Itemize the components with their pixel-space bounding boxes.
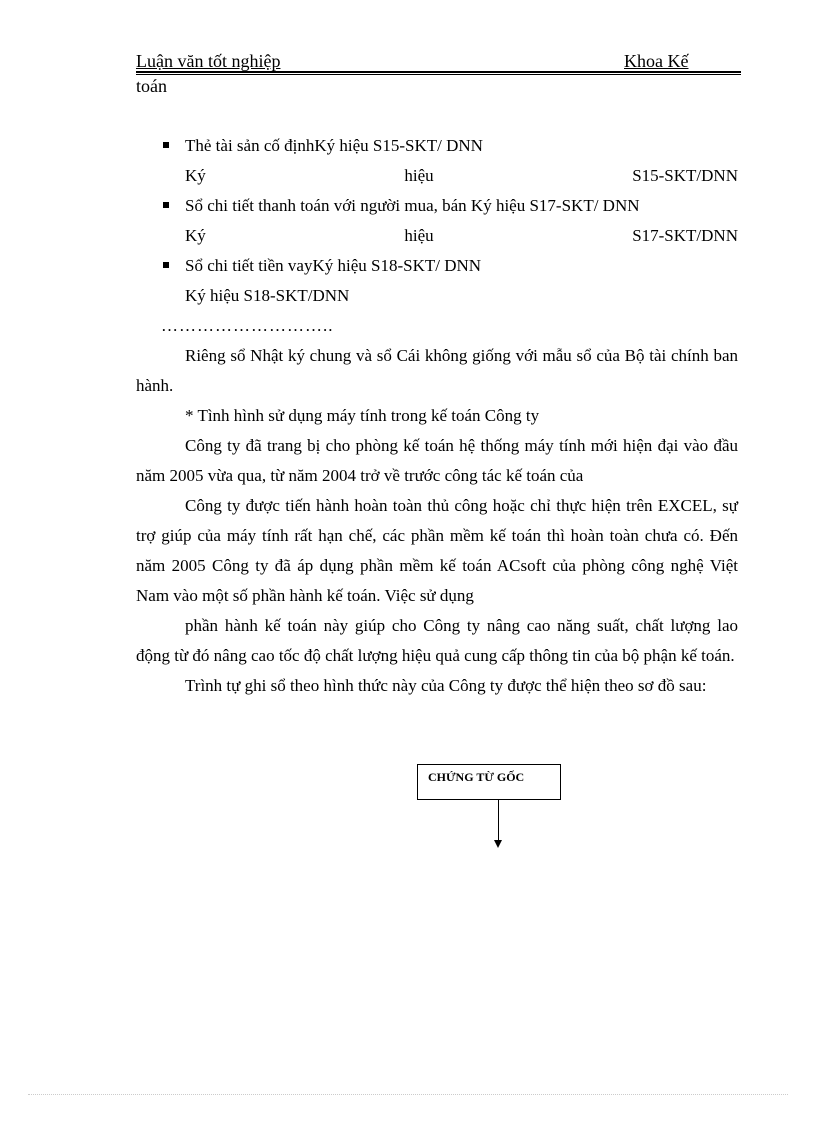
paragraph-ledger-note: Riêng sổ Nhật ký chung và sổ Cái không giống với mẫu sổ của Bộ tài chính ban hành. (136, 346, 738, 395)
document-body (136, 131, 738, 701)
subline-code: S15-SKT/DNN (632, 166, 738, 185)
arrow-down-icon (494, 840, 502, 848)
paragraph-computers: Công ty đã trang bị cho phòng kế toán hệ thống máy tính mới hiện đại vào đầu năm 2005 vừa qua, từ năm 2004 trở về trước công tác kế toán của (136, 436, 738, 485)
list-item-subline (136, 161, 738, 191)
paragraph-diagram-intro: Trình tự ghi sổ theo hình thức này của Công ty được thể hiện theo sơ đồ sau: (185, 676, 707, 695)
list-item-subline: Ký hiệu S18-SKT/DNN (185, 286, 350, 305)
subline-word: hiệu (404, 166, 434, 185)
diagram-box-source-documents: CHỨNG TỪ GỐC (417, 764, 561, 800)
ellipsis-line: ……………………….. (161, 316, 334, 335)
list-item-text: Sổ chi tiết thanh toán với người mua, bán Ký hiệu S17-SKT/ DNN (185, 196, 640, 215)
subline-word: Ký (185, 166, 206, 185)
header-continuation: toán (136, 76, 167, 96)
header-title: Luận văn tốt nghiệp (136, 51, 281, 71)
page-bottom-rule (28, 1094, 788, 1095)
list-item-text: Thẻ tài sản cố địnhKý hiệu S15-SKT/ DNN (185, 136, 483, 155)
bullet-icon (163, 142, 169, 148)
paragraph-software: Công ty được tiến hành hoàn toàn thủ công hoặc chỉ thực hiện trên EXCEL, sự trợ giúp của máy tính rất hạn chế, các phần mềm kế toán thì hoàn toàn chưa có. Đến năm 2005 Công ty đã áp dụng phần mềm kế toán ACsoft của phòng công nghệ Việt Nam vào một số phần hành kế toán. Việc sử dụng (136, 496, 738, 605)
subline-code: S17-SKT/DNN (632, 226, 738, 245)
header-department: Khoa Kế (624, 51, 689, 71)
subline-word: hiệu (404, 226, 434, 245)
page-header (136, 50, 741, 98)
list-item (136, 251, 738, 281)
list-item (136, 191, 738, 221)
subline-word: Ký (185, 226, 206, 245)
header-rule (136, 71, 741, 73)
paragraph-benefits: phần hành kế toán này giúp cho Công ty nâng cao năng suất, chất lượng lao động từ đó nâng cao tốc độ chất lượng hiệu quả cung cấp thông tin của bộ phận kế toán. (136, 616, 738, 665)
list-item-subline (136, 221, 738, 251)
list-item (136, 131, 738, 161)
list-item-text: Sổ chi tiết tiền vayKý hiệu S18-SKT/ DNN (185, 256, 482, 275)
bullet-icon (163, 202, 169, 208)
section-heading: * Tình hình sử dụng máy tính trong kế toán Công ty (185, 406, 540, 425)
bullet-icon (163, 262, 169, 268)
header-rule-thin (136, 74, 741, 75)
diagram-connector (498, 800, 499, 842)
